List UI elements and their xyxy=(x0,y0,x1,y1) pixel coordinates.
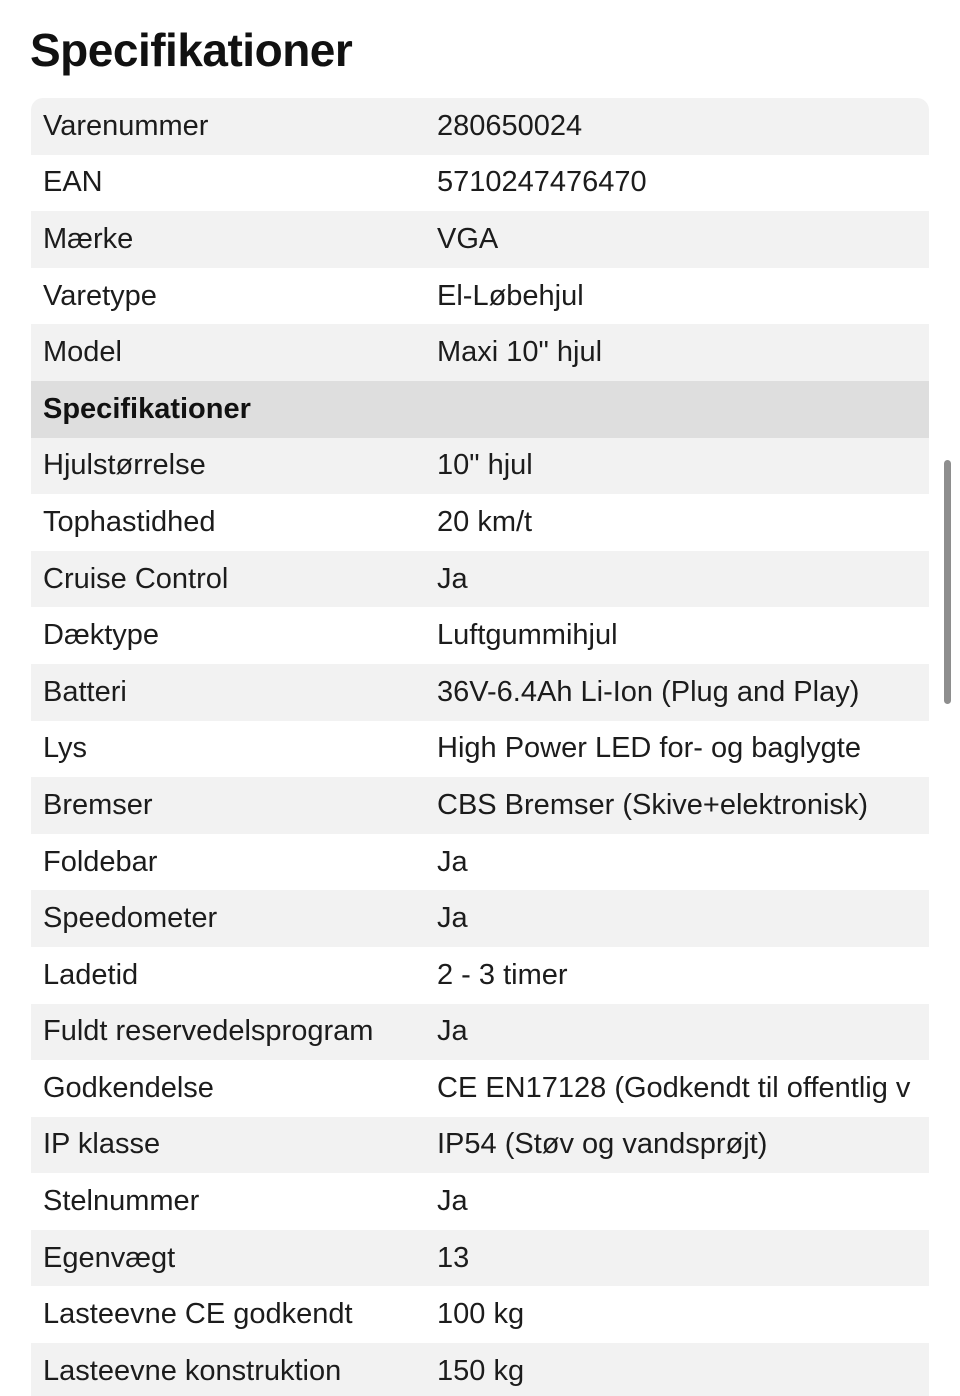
spec-label: Dæktype xyxy=(43,619,160,652)
spec-row-ladetid xyxy=(31,947,929,1004)
spec-value: 280650024 xyxy=(437,109,583,142)
spec-label: Model xyxy=(43,336,122,369)
spec-row-foldebar xyxy=(31,834,929,891)
spec-value: 36V-6.4Ah Li-Ion (Plug and Play) xyxy=(437,675,860,708)
spec-value: High Power LED for- og baglygte xyxy=(437,732,861,765)
spec-row-ip-klasse xyxy=(31,1117,929,1174)
spec-row-varenummer xyxy=(31,98,929,155)
spec-label: Mærke xyxy=(43,222,134,255)
spec-label: Egenvægt xyxy=(43,1241,176,1274)
spec-label: Hjulstørrelse xyxy=(43,449,206,482)
spec-value: 20 km/t xyxy=(437,505,533,538)
spec-value: Ja xyxy=(437,845,468,878)
spec-value: Maxi 10" hjul xyxy=(437,336,603,369)
spec-value: 150 kg xyxy=(437,1354,525,1387)
spec-row-godkendelse xyxy=(31,1060,929,1117)
spec-value: Ja xyxy=(437,1015,468,1048)
spec-value: Ja xyxy=(437,562,468,595)
spec-row-stelnummer xyxy=(31,1173,929,1230)
spec-label: Speedometer xyxy=(43,902,218,935)
spec-value: 13 xyxy=(437,1241,470,1274)
spec-label: Tophastidhed xyxy=(43,505,216,538)
spec-value: Ja xyxy=(437,1185,468,1218)
spec-label: Lasteevne konstruktion xyxy=(43,1354,342,1387)
spec-label: Lasteevne CE godkendt xyxy=(43,1298,353,1331)
spec-row-ean xyxy=(31,155,929,212)
spec-label: Varenummer xyxy=(43,109,209,142)
spec-row-model xyxy=(31,324,929,381)
spec-row-varetype xyxy=(31,268,929,325)
spec-value: 100 kg xyxy=(437,1298,525,1331)
spec-table xyxy=(31,98,929,1396)
spec-row-maerke xyxy=(31,211,929,268)
spec-value: El-Løbehjul xyxy=(437,279,584,312)
spec-row-lys xyxy=(31,721,929,778)
scrollbar-thumb[interactable] xyxy=(944,460,951,704)
spec-row-daektype xyxy=(31,607,929,664)
spec-row-bremser xyxy=(31,777,929,834)
spec-row-egenvaegt xyxy=(31,1230,929,1287)
page-title: Specifikationer xyxy=(30,24,353,76)
spec-value: VGA xyxy=(437,222,499,255)
spec-row-speedometer xyxy=(31,890,929,947)
spec-label: Fuldt reservedelsprogram xyxy=(43,1015,374,1048)
spec-value: CBS Bremser (Skive+elektronisk) xyxy=(437,788,869,821)
spec-value: IP54 (Støv og vandsprøjt) xyxy=(437,1128,768,1161)
spec-value: 2 - 3 timer xyxy=(437,958,568,991)
spec-label: Godkendelse xyxy=(43,1071,214,1104)
spec-label: Cruise Control xyxy=(43,562,229,595)
spec-row-cruise-control xyxy=(31,551,929,608)
spec-label: EAN xyxy=(43,166,103,199)
spec-row-batteri xyxy=(31,664,929,721)
spec-row-lasteevne-ce xyxy=(31,1286,929,1343)
spec-label: IP klasse xyxy=(43,1128,161,1161)
spec-label: Foldebar xyxy=(43,845,158,878)
section-title: Specifikationer xyxy=(43,392,251,425)
spec-value: 10" hjul xyxy=(437,449,533,482)
spec-row-reservedelsprogram xyxy=(31,1004,929,1061)
spec-value: CE EN17128 (Godkendt til offentlig v xyxy=(437,1071,911,1104)
spec-label: Bremser xyxy=(43,788,153,821)
spec-value: Luftgummihjul xyxy=(437,619,618,652)
spec-label: Lys xyxy=(43,732,88,765)
spec-label: Stelnummer xyxy=(43,1185,200,1218)
spec-label: Batteri xyxy=(43,675,127,708)
spec-row-tophastighed xyxy=(31,494,929,551)
spec-row-lasteevne-konstruktion xyxy=(31,1343,929,1396)
spec-row-hjulstorrelse xyxy=(31,438,929,495)
spec-label: Varetype xyxy=(43,279,157,312)
spec-label: Ladetid xyxy=(43,958,139,991)
spec-section-header xyxy=(31,381,929,438)
spec-value: 5710247476470 xyxy=(437,166,647,199)
spec-value: Ja xyxy=(437,902,468,935)
